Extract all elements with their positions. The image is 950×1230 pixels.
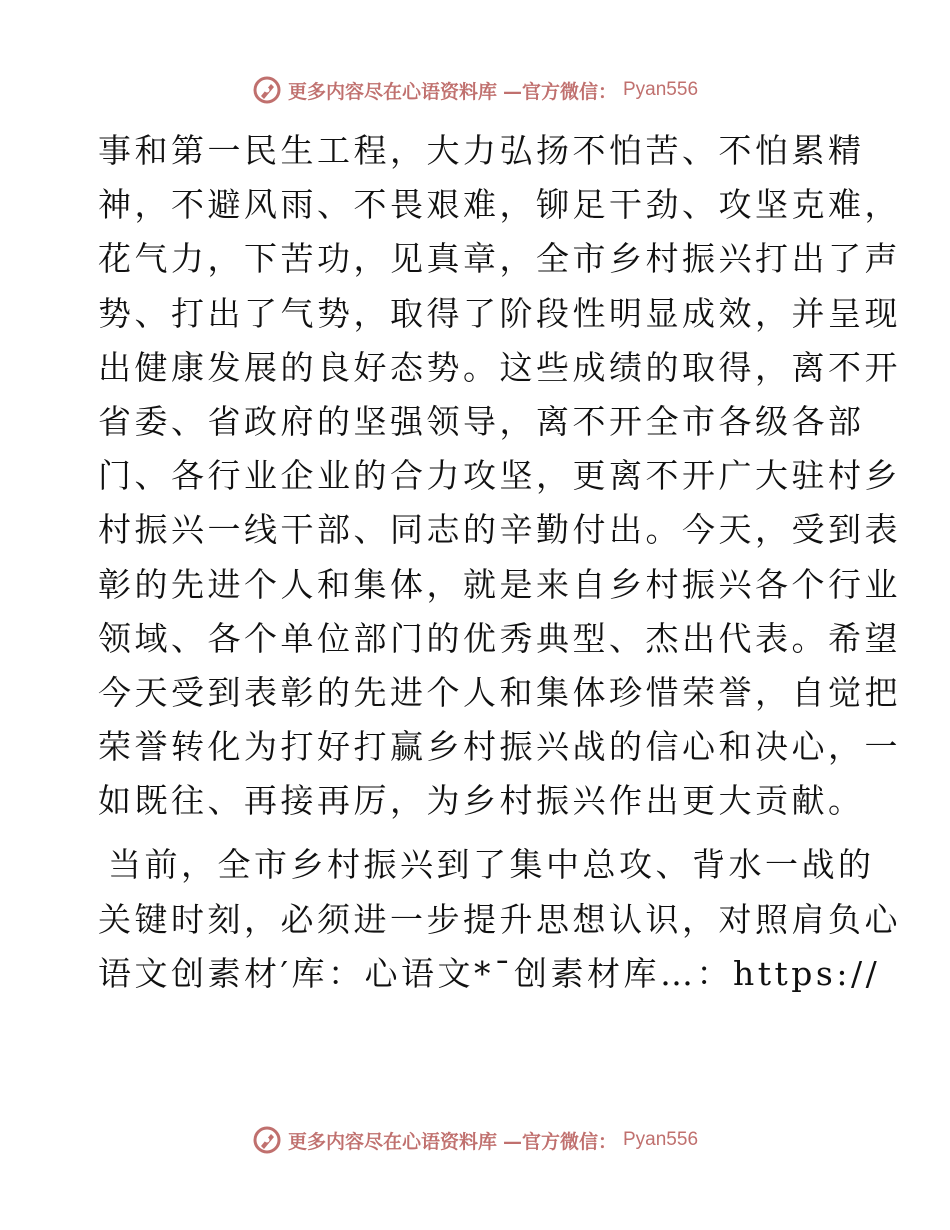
text-line: 领域、各个单位部门的优秀典型、杰出代表。希望 (98, 618, 901, 658)
text-line: 势、打出了气势，取得了阶段性明显成效，并呈现 (98, 293, 901, 333)
text-line: 出健康发展的良好态势。这些成绩的取得，离不开 (98, 347, 901, 387)
document-body (98, 124, 901, 1001)
header-wechat-id: Pyan556 (623, 79, 699, 100)
text-line: 彰的先进个人和集体，就是来自乡村振兴各个行业 (98, 564, 901, 604)
paragraph-gap (98, 828, 858, 838)
header-banner (0, 70, 950, 110)
header-wechat-text: —官方微信： (502, 80, 617, 103)
footer-wechat-text: —官方微信： (502, 1130, 617, 1153)
text-line: 事和第一民生工程，大力弘扬不怕苦、不怕累精 (98, 131, 865, 170)
paragraph-1 (98, 124, 901, 828)
text-line: 关键时刻，必须进一步提升思想认识，对照肩负心 (98, 899, 901, 939)
pen-logo-icon (252, 75, 282, 105)
footer-banner (0, 1120, 950, 1160)
text-line: 省委、省政府的坚强领导，离不开全市各级各部 (98, 401, 865, 441)
pen-logo-icon (252, 1125, 282, 1155)
header-site-text: 更多内容尽在心语资料库 (287, 80, 497, 103)
text-line: 如既往、再接再厉，为乡村振兴作出更大贡献。 (98, 781, 865, 821)
text-line: 语文创素材′库：心语文*¯创素材库…：https:// (98, 953, 881, 993)
text-line: 神，不避风雨、不畏艰难，铆足干劲、攻坚克难， (98, 185, 901, 225)
footer-site-text: 更多内容尽在心语资料库 (287, 1130, 497, 1153)
text-line: 荣誉转化为打好打赢乡村振兴战的信心和决心，一 (98, 727, 901, 767)
text-line: 花气力，下苦功，见真章，全市乡村振兴打出了声 (98, 239, 901, 279)
text-line: 门、各行业企业的合力攻坚，更离不开广大驻村乡 (98, 456, 901, 496)
text-line: 今天受到表彰的先进个人和集体珍惜荣誉，自觉把 (98, 672, 901, 712)
footer-wechat-id: Pyan556 (623, 1129, 699, 1150)
text-line: 村振兴一线干部、同志的辛勤付出。今天，受到表 (98, 510, 901, 550)
paragraph-2 (98, 838, 901, 1001)
text-line: 当前，全市乡村振兴到了集中总攻、背水一战的 (108, 845, 875, 885)
